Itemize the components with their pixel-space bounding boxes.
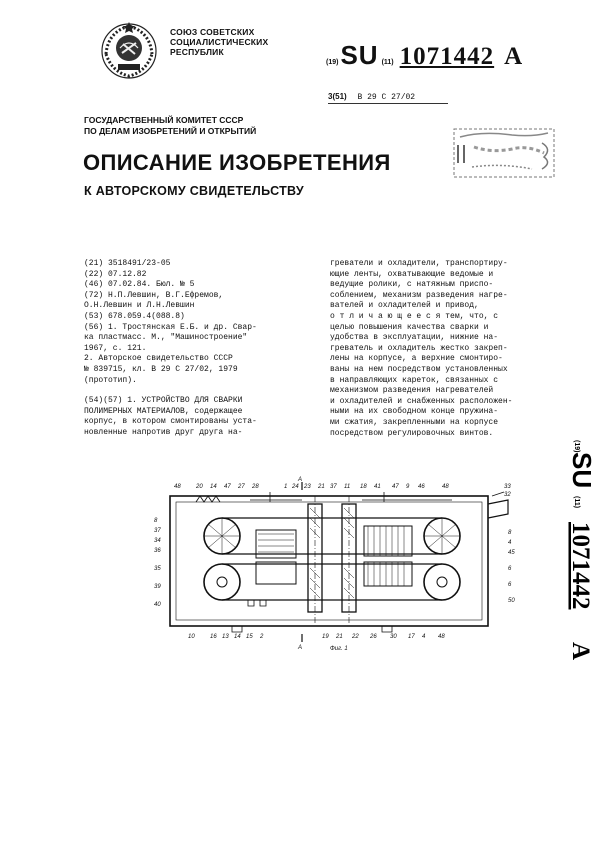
claim-line: лены на корпусе, а верхние смонтиро-: [330, 354, 503, 364]
compression-spring: [196, 496, 220, 502]
spine-number: 1071442: [567, 522, 594, 610]
patent-number: 1071442: [399, 43, 495, 70]
upper-left-roller: [204, 518, 240, 554]
org-line: РЕСПУБЛИК: [170, 47, 224, 57]
claim-line: в направляющих кареток, связанных с: [330, 375, 499, 385]
biblio-line: О.Н.Левшин и Л.Н.Левшин: [84, 301, 195, 311]
section-mark-bottom: А: [298, 645, 303, 651]
biblio-line: (53) 678.059.4(088.8): [84, 311, 185, 321]
ref-label: 15: [246, 634, 253, 640]
claim-text-left: [84, 396, 316, 438]
ref-label: 46: [418, 484, 425, 490]
ref-label: 17: [408, 634, 415, 640]
ref-label: 48: [442, 484, 449, 490]
ref-label: 23: [304, 484, 311, 490]
claim-line: вателей и охладителей и привод,: [330, 301, 479, 311]
technical-drawing: [152, 474, 520, 652]
biblio-line: 2. Авторское свидетельство СССР: [84, 354, 233, 364]
ipc-classification: [328, 92, 415, 102]
patent-number-line: [326, 40, 522, 71]
lower-belt: [222, 564, 442, 600]
ref-label: 35: [154, 566, 161, 572]
ref-label: 37: [154, 528, 161, 534]
inid-code-19: (19): [326, 59, 339, 66]
biblio-line: 1967, с. 121.: [84, 343, 147, 353]
ref-label: 37: [330, 484, 337, 490]
claim-line: (54)(57) 1. УСТРОЙСТВО ДЛЯ СВАРКИ: [84, 396, 243, 405]
upper-right-roller: [424, 518, 460, 554]
ref-label: 28: [252, 484, 259, 490]
claim-line: греватели и охладители, транспортиру-: [330, 259, 508, 268]
claim-line: механизмом разведения нагревателей: [330, 386, 494, 396]
ref-label: 8: [154, 518, 158, 524]
ref-label: 47: [392, 484, 399, 490]
ref-label: 20: [196, 484, 203, 490]
committee-line: ПО ДЕЛАМ ИЗОБРЕТЕНИЙ И ОТКРЫТИЙ: [84, 126, 257, 136]
ref-label: 16: [210, 634, 217, 640]
biblio-line: (22) 07.12.82: [84, 269, 147, 279]
spine-patent-number: [545, 440, 597, 670]
divider: [328, 103, 448, 104]
ref-label: 6: [508, 566, 512, 572]
ref-label: 30: [390, 634, 397, 640]
ref-label: 27: [238, 484, 245, 490]
ref-label: 22: [352, 634, 359, 640]
org-line: СОЮЗ СОВЕТСКИХ: [170, 27, 255, 37]
biblio-line: (прототип).: [84, 375, 137, 385]
claim-line: корпус, в котором смонтированы уста-: [84, 417, 257, 427]
document-subtitle: К АВТОРСКОМУ СВИДЕТЕЛЬСТВУ: [84, 184, 304, 198]
claim-line: соблением, механизм разведения нагре-: [330, 290, 508, 300]
committee-name: [84, 115, 256, 137]
ref-label: 45: [508, 550, 515, 556]
spine-code-11: (11): [573, 496, 580, 509]
ref-label: 34: [154, 538, 161, 544]
state-emblem: [98, 20, 160, 82]
ref-label: 9: [406, 484, 410, 490]
claim-line: новленные напротив друг друга на-: [84, 427, 243, 437]
inid-code-11: (11): [381, 59, 394, 66]
committee-line: ГОСУДАРСТВЕННЫЙ КОМИТЕТ СССР: [84, 115, 244, 125]
figure-caption: Фиг. 1: [330, 646, 348, 652]
ref-label: 6: [508, 582, 512, 588]
ref-label: 24: [292, 484, 299, 490]
ref-label: 21: [318, 484, 325, 490]
ref-label: 33: [504, 484, 511, 490]
patent-kind: A: [504, 43, 523, 70]
biblio-line: (46) 07.02.84. Бюл. № 5: [84, 280, 195, 290]
claim-line: ПОЛИМЕРНЫХ МАТЕРИАЛОВ, содержащее: [84, 406, 243, 416]
ref-label: 36: [154, 548, 161, 554]
ref-label: 41: [374, 484, 381, 490]
claim-line: греватель и охладитель жестко закреп-: [330, 343, 508, 353]
claim-text-right: [330, 259, 554, 439]
housing-frame: [170, 496, 488, 626]
claim-line: о т л и ч а ю щ е е с я тем, что, с: [330, 311, 499, 321]
biblio-line: ка пластмасс. М., "Машиностроение": [84, 333, 248, 343]
ipc-value: В 29 С 27/02: [357, 93, 416, 102]
claim-line: ваны на нем посредством установленных: [330, 364, 508, 374]
upper-belt: [222, 518, 442, 554]
biblio-line: № 839715, кл. В 29 С 27/02, 1979: [84, 364, 238, 374]
ref-label: 8: [508, 530, 512, 536]
ref-label: 48: [174, 484, 181, 490]
claim-line: посредством регулировочных винтов.: [330, 428, 494, 438]
ref-label: 2: [260, 634, 264, 640]
library-stamp: [452, 123, 556, 183]
inid-code-51: 3(51): [328, 92, 347, 101]
ref-label: 47: [224, 484, 231, 490]
biblio-line: (72) Н.П.Левшин, В.Г.Ефремов,: [84, 290, 224, 300]
ref-label: 11: [344, 484, 351, 490]
biblio-line: (21) 3518491/23-05: [84, 259, 171, 268]
ref-label: 4: [422, 634, 426, 640]
ref-label: 21: [336, 634, 343, 640]
spine-code-19: (19): [573, 440, 580, 453]
spine-country: SU: [567, 452, 597, 489]
claim-line: ми сжатия, закрепленными на корпусе: [330, 417, 499, 427]
claim-line: ющие ленты, охватывающие ведомые и: [330, 269, 494, 279]
ref-label: 39: [154, 584, 161, 590]
claim-line: удобства в эксплуатации, нижние на-: [330, 333, 499, 343]
ref-label: 1: [284, 484, 288, 490]
ref-label: 32: [504, 492, 511, 498]
organization-name: [170, 27, 268, 57]
ref-label: 19: [322, 634, 329, 640]
lower-right-roller: [424, 564, 460, 600]
org-line: СОЦИАЛИСТИЧЕСКИХ: [170, 37, 269, 47]
ref-label: 14: [234, 634, 241, 640]
spine-kind: A: [567, 642, 594, 661]
ref-label: 26: [370, 634, 377, 640]
document-title: ОПИСАНИЕ ИЗОБРЕТЕНИЯ: [83, 150, 391, 175]
cooler-block: [364, 526, 412, 556]
ref-label: 13: [222, 634, 229, 640]
country-code: SU: [340, 40, 379, 70]
ref-label: 50: [508, 598, 515, 604]
claim-line: ными на их свободном конце пружина-: [330, 407, 499, 417]
biblio-line: (56) 1. Тростянская Е.Б. и др. Свар-: [84, 322, 257, 332]
bibliographic-data: [84, 259, 316, 386]
ref-label: 10: [188, 634, 195, 640]
ref-label: 40: [154, 602, 161, 608]
claim-line: и охладителей и снабженных расположен-: [330, 396, 513, 406]
ref-label: 4: [508, 540, 512, 546]
ref-label: 14: [210, 484, 217, 490]
ref-label: 48: [438, 634, 445, 640]
ref-label: 18: [360, 484, 367, 490]
claim-line: ведущие ролики, с натяжным приспо-: [330, 280, 494, 290]
section-mark-top: А: [298, 477, 303, 483]
lower-left-roller: [204, 564, 240, 600]
claim-line: целью повышения качества сварки и: [330, 322, 489, 332]
